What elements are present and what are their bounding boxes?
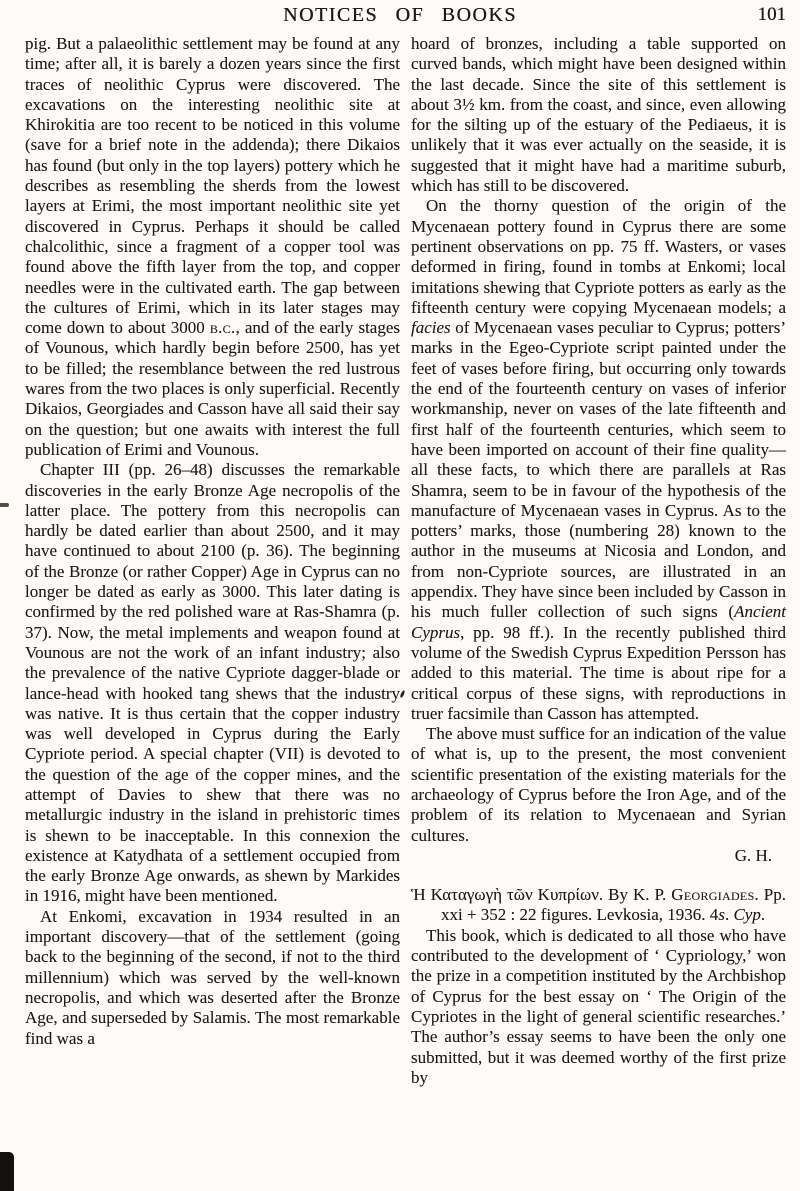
- page-number: 101: [757, 4, 786, 25]
- two-column-text-block: [0, 31, 800, 1088]
- running-header: [0, 0, 800, 31]
- paragraph: hoard of bronzes, including a table supported on curved bands, which might have been designed within the last decade. Since the site of this settlement is about 3½ km. from the coast, and since, even allowing for the silting up of the estuary of the Pediaeus, it is unlikely that it was ever actually on the seaside, it is suggested that it might have had a maritime suburb, which has still to be discovered.: [411, 34, 786, 196]
- paragraph: Chapter III (pp. 26–48) discusses the remarkable discoveries in the early Bronze Age necropolis of the latter place. The pottery from this necropolis can hardly be dated earlier than about 2500, and it may have continued to about 2100 (p. 36). The beginning of the Bronze (or rather Copper) Age in Cyprus can no longer be dated as early as 3000. This later dating is confirmed by the red polished ware at Ras-Shamra (p. 37). Now, the metal implements and weapon found at Vounous are not the work of an infant industry; also the prevalence of the native Cypriote dagger-blade or lance-head with hooked tang shews that the industry was native. It is thus certain that the copper industry was well developed in Cyprus during the Early Cypriote period. A special chapter (VII) is devoted to the question of the age of the copper mines, and the attempt of Davies to shew that there was no metallurgic industry in the island in prehistoric times is shewn to be inacceptable. In this connexion the existence at Katydhata of a settlement occupied from the early Bronze Age onwards, as shewn by Markides in 1916, might have been mentioned.: [25, 460, 400, 906]
- paragraph: pig. But a palaeolithic settlement may be found at any time; after all, it is barely a dozen years since the first traces of neolithic Cyprus were discovered. The excavations on the interesting neolithic site at Khirokitia are too recent to be noticed in this volume (save for a brief note in the addenda); there Dikaios has found (but only in the top layers) pottery which he describes as resembling the sherds from the lowest layers at Erimi, the most important neolithic site yet discovered in Cyprus. Perhaps it should be called chalcolithic, since a fragment of a copper tool was found above the fifth layer from the top, and copper needles were in the cultivated earth. The gap between the cultures of Erimi, which in its later stages may come down to about 3000 b.c., and of the early stages of Vounous, which hardly begin before 2500, has yet to be filled; the resemblance between the red lustrous wares from the two places is only superficial. Recently Dikaios, Georgiades and Casson have all said their say on the question; but one awaits with interest the full publication of Erimi and Vounous.: [25, 34, 400, 459]
- paragraph: This book, which is dedicated to all those who have contributed to the development of ‘ Cypriology,’ won the prize in a competition instituted by the Archbishop of Cyprus for the best essay on ‘ The Origin of the Cypriotes in the light of general scientific researches.’ The author’s essay seems to have been the only one submitted, but it was deemed worthy of the first prize by: [411, 925, 786, 1087]
- running-head-title: NOTICES OF BOOKS: [283, 4, 517, 26]
- paragraph: The above must suffice for an indication of the value of what is, up to the present, the most convenient scientific presentation of the existing materials for the archaeology of Cyprus before the Iron Age, and of the problem of its relation to Mycenaean and Syrian cultures.: [411, 724, 786, 845]
- right-column: [411, 34, 786, 1088]
- book-citation: Ἡ Καταγωγὴ τῶν Κυπρίων. By K. P. Georgiades. Pp. xxi + 352 : 22 figures. Levkosia, 1936. 4s. Cyp.: [411, 885, 786, 925]
- paragraph: At Enkomi, excavation in 1934 resulted in an important discovery—that of the settlement (going back to the beginning of the second, if not to the third millennium) which was served by the well-known necropolis, and which was deserted after the Bronze Age, and superseded by Salamis. The most remarkable find was a: [25, 906, 400, 1048]
- reviewer-initials: G. H.: [734, 845, 772, 865]
- left-column: [25, 34, 400, 1088]
- paragraph: On the thorny question of the origin of the Mycenaean pottery found in Cyprus there are some pertinent observations on pp. 75 ff. Wasters, or vases deformed in firing, found in tombs at Enkomi; local imitations shewing that Cypriote potters as early as the fifteenth century were copying Mycenaean models; a facies of Mycenaean vases peculiar to Cyprus; potters’ marks in the Egeo-Cypriote script painted under the feet of vases before firing, but occurring only towards the end of the fourteenth century on vases of inferior workmanship, never on vases of the late fifteenth and first half of the fourteenth centuries, which seem to have been imported on account of their fine quality—all these facts, to which there are parallels at Ras Shamra, seem to be in favour of the hypothesis of the manufacture of Mycenaean vases in Cyprus. As to the potters’ marks, those (numbering 28) known to the author in the museums at Nicosia and London, and from non-Cypriote sources, are illustrated in an appendix. They have since been included by Casson in his much fuller collection of such signs (Ancient Cyprus, pp. 98 ff.). In the recently published third volume of the Swedish Cyprus Expedition Persson has added to this material. The time is about ripe for a critical corpus of these signs, with reproductions in truer facsimile than Casson has attempted.: [411, 196, 786, 723]
- scan-edge-mark: [0, 503, 9, 507]
- scan-corner-artifact: [0, 1152, 14, 1191]
